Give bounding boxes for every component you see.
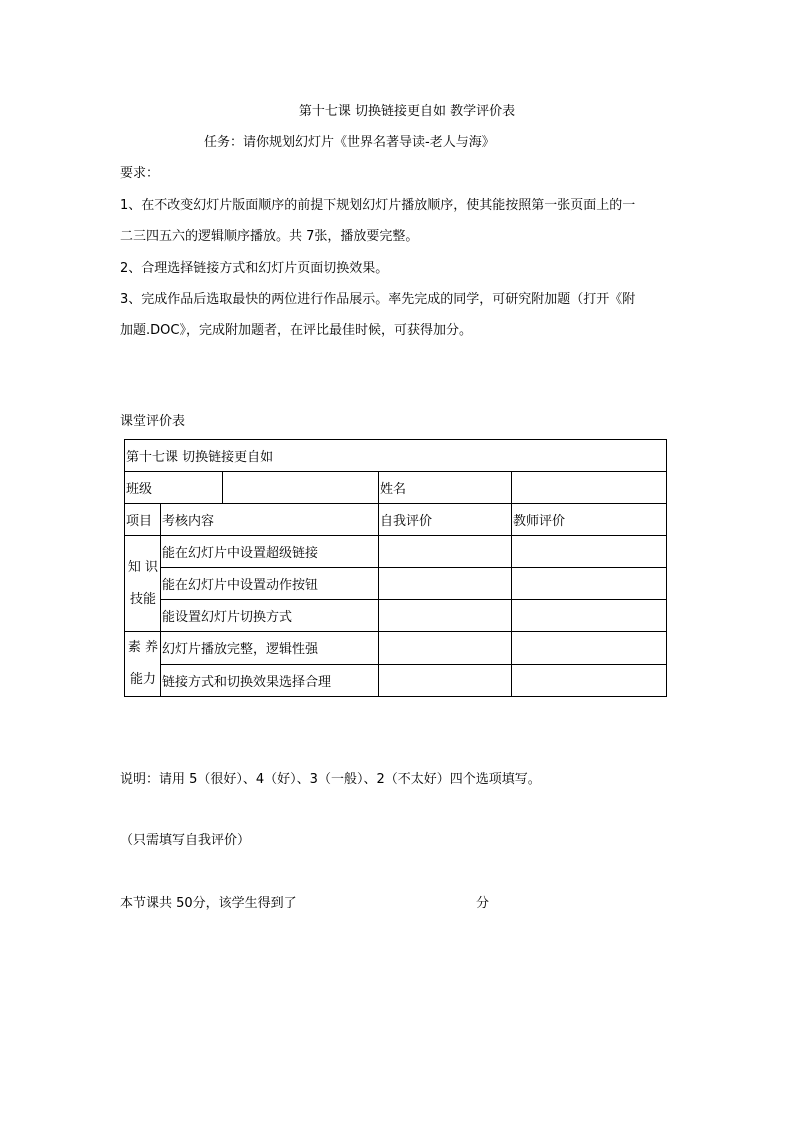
- evaluation-table: [124, 439, 667, 697]
- row-content: 幻灯片播放完整，逻辑性强: [161, 632, 379, 665]
- self-score-cell[interactable]: [379, 536, 512, 568]
- table-row: [125, 664, 667, 697]
- requirement-3-line-1: 3、完成作品后选取最快的两位进行作品展示。率先完成的同学，可研究附加题（打开《附: [120, 292, 636, 307]
- table-row: [125, 536, 667, 568]
- table-title: 第十七课 切换链接更自如: [125, 440, 667, 472]
- requirement-1-line-2: 二三四五六的逻辑顺序播放。共 7张，播放要完整。: [120, 229, 419, 244]
- group-literacy-label: 素 养: [127, 640, 159, 655]
- table-row: [125, 600, 667, 632]
- task-line: 任务：请你规划幻灯片《世界名著导读-老人与海》: [204, 135, 495, 150]
- row-content: 链接方式和切换效果选择合理: [161, 664, 379, 697]
- class-value-cell[interactable]: [223, 472, 379, 504]
- name-label: 姓名: [379, 472, 512, 504]
- self-only-note: （只需填写自我评价）: [120, 833, 251, 848]
- table-title-row: [125, 440, 667, 472]
- evaluation-table-label: 课堂评价表: [120, 414, 186, 429]
- teacher-score-cell[interactable]: [512, 536, 667, 568]
- group-literacy-ability: [125, 632, 161, 697]
- header-row: [125, 504, 667, 536]
- self-score-cell[interactable]: [379, 664, 512, 697]
- scoring-note: 说明：请用 5（很好）、4（好）、3（一般）、2（不太好）四个选项填写。: [120, 772, 541, 787]
- requirement-2: 2、合理选择链接方式和幻灯片页面切换效果。: [120, 261, 389, 276]
- self-score-cell[interactable]: [379, 632, 512, 665]
- document-title: 第十七课 切换链接更自如 教学评价表: [298, 104, 516, 119]
- total-score-text: 本节课共 50分，该学生得到了: [120, 896, 297, 911]
- requirement-1-line-1: 1、在不改变幻灯片版面顺序的前提下规划幻灯片播放顺序，使其能按照第一张页面上的一: [120, 198, 636, 213]
- group-knowledge-skill: [125, 536, 161, 632]
- group-knowledge-label: 知 识: [127, 559, 159, 575]
- self-score-cell[interactable]: [379, 600, 512, 632]
- header-item: 项目: [125, 504, 161, 536]
- self-score-cell[interactable]: [379, 568, 512, 600]
- group-ability-label: 能力: [129, 672, 156, 687]
- table-row: [125, 632, 667, 665]
- teacher-score-cell[interactable]: [512, 600, 667, 632]
- table-row: [125, 568, 667, 600]
- teacher-score-cell[interactable]: [512, 632, 667, 665]
- class-label: 班级: [125, 472, 223, 504]
- header-content: 考核内容: [161, 504, 379, 536]
- score-unit: 分: [476, 896, 490, 911]
- header-self: 自我评价: [379, 504, 512, 536]
- name-value-cell[interactable]: [512, 472, 667, 504]
- group-skill-label: 技能: [129, 591, 156, 607]
- row-content: 能在幻灯片中设置超级链接: [161, 536, 379, 568]
- requirements-label: 要求：: [120, 166, 160, 181]
- teacher-score-cell[interactable]: [512, 568, 667, 600]
- row-content: 能在幻灯片中设置动作按钮: [161, 568, 379, 600]
- header-teacher: 教师评价: [512, 504, 667, 536]
- teacher-score-cell[interactable]: [512, 664, 667, 697]
- row-content: 能设置幻灯片切换方式: [161, 600, 379, 632]
- class-name-row: [125, 472, 667, 504]
- requirement-3-line-2: 加题.DOC》，完成附加题者，在评比最佳时候，可获得加分。: [120, 323, 472, 338]
